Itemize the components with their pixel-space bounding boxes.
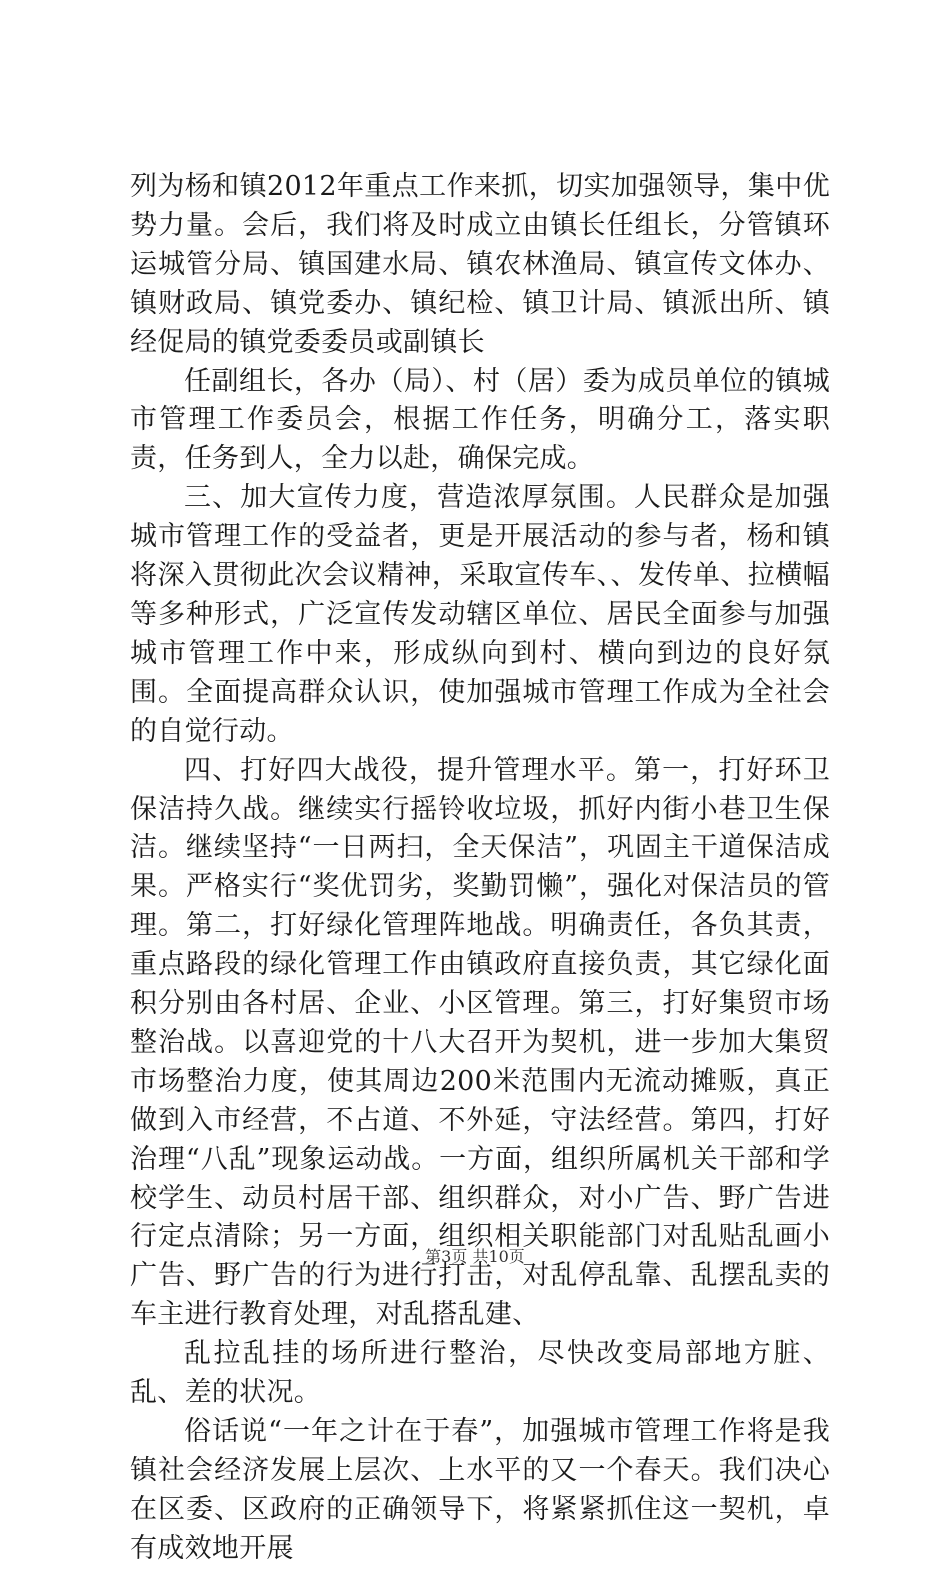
paragraph-publicity: 三、加大宣传力度，营造浓厚氛围。人民群众是加强城市管理工作的受益者，更是开展活动的参与者，杨和镇将深入贯彻此次会议精神，采取宣传车、、发传单、拉横幅等多种形式，广泛宣传发动辖区单位、居民全面参与加强城市管理工作中来，形成纵向到村、横向到边的良好氛围。全面提高群众认识，使加强城市管理工作成为全社会的自觉行动。 — [130, 482, 830, 747]
paragraph-conclusion: 俗话说“一年之计在于春”，加强城市管理工作将是我镇社会经济发展上层次、上水平的又一个春天。我们决心在区委、区政府的正确领导下，将紧紧抓住这一契机，卓有成效地开展 — [130, 1416, 830, 1564]
paragraph-deputy-leader: 任副组长，各办（局）、村（居）委为成员单位的镇城市管理工作委员会，根据工作任务，明确分工，落实职责，任务到人，全力以赴，确保完成。 — [130, 365, 830, 475]
document-body — [130, 168, 830, 1569]
paragraph-four-campaigns: 四、打好四大战役，提升管理水平。第一，打好环卫保洁持久战。继续实行摇铃收垃圾，抓好内街小巷卫生保洁。继续坚持“一日两扫，全天保洁”，巩固主干道保洁成果。严格实行“奖优罚劣，奖勤罚懒”，强化对保洁员的管理。第二，打好绿化管理阵地战。明确责任，各负其责，重点路段的绿化管理工作由镇政府直接负责，其它绿化面积分别由各村居、企业、小区管理。第三，打好集贸市场整治战。以喜迎党的十八大召开为契机，进一步加大集贸市场整治力度，使其周边200米范围内无流动摊贩，真正做到入市经营，不占道、不外延，守法经营。第四，打好治理“八乱”现象运动战。一方面，组织所属机关干部和学校学生、动员村居干部、组织群众，对小广告、野广告进行定点清除；另一方面，组织相关职能部门对乱贴乱画小广告、野广告的行为进行打击，对乱停乱靠、乱摆乱卖的车主进行教育处理，对乱搭乱建、 — [130, 754, 830, 1331]
page-number-footer: 第3页 共10页 — [425, 1247, 525, 1266]
paragraph-rectification: 乱拉乱挂的场所进行整治，尽快改变局部地方脏、乱、差的状况。 — [130, 1338, 830, 1409]
paragraph-continuation: 列为杨和镇2012年重点工作来抓，切实加强领导，集中优势力量。会后，我们将及时成立由镇长任组长，分管镇环运城管分局、镇国建水局、镇农林渔局、镇宣传文体办、镇财政局、镇党委办、镇纪检、镇卫计局、镇派出所、镇经促局的镇党委委员或副镇长 — [130, 171, 830, 358]
